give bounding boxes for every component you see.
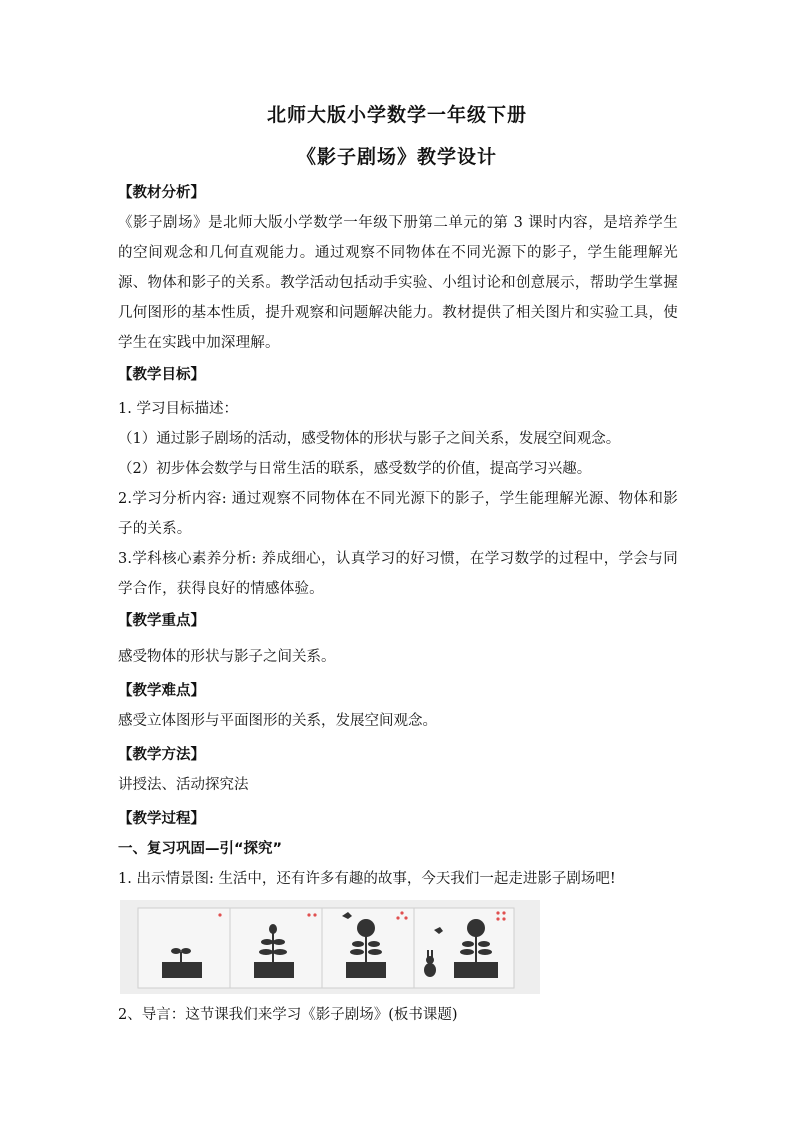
process-step-2: 2、导言：这节课我们来学习《影子剧场》(板书课题)	[118, 1007, 458, 1023]
methods-text: 讲授法、活动探究法	[118, 777, 249, 793]
section-header-methods: 【教学方法】	[118, 747, 205, 763]
document-subtitle: 《影子剧场》教学设计	[296, 146, 497, 168]
document-body	[118, 178, 678, 1030]
shadow-theater-scene-image	[120, 900, 540, 994]
difficulties-text: 感受立体图形与平面图形的关系，发展空间观念。	[118, 713, 437, 729]
document-title: 北师大版小学数学一年级下册	[266, 104, 527, 126]
section-header-difficulties: 【教学难点】	[118, 683, 205, 699]
analysis-paragraph: 《影子剧场》是北师大版小学数学一年级下册第二单元的第 3 课时内容，是培养学生的空间观念和几何直观能力。通过观察不同物体在不同光源下的影子，学生能理解光源、物体和影子的关系。教学活动包括动手实验、小组讨论和创意展示，帮助学生掌握几何图形的基本性质，提升观察和问题解决能力。教材提供了相关图片和实验工具，使学生在实践中加深理解。	[118, 215, 678, 351]
dice-dots-1	[218, 913, 221, 916]
section-header-analysis: 【教材分析】	[118, 185, 205, 201]
goal-1: 1. 学习目标描述：	[118, 401, 238, 417]
section-header-process: 【教学过程】	[118, 811, 205, 827]
process-subheading-1: 一、复习巩固—引“探究”	[118, 841, 283, 857]
goal-2: 2.学习分析内容: 通过观察不同物体在不同光源下的影子，学生能理解光源、物体和影子的关系。	[118, 491, 678, 537]
section-header-key-points: 【教学重点】	[118, 613, 205, 629]
process-step-1: 1. 出示情景图: 生活中，还有许多有趣的故事，今天我们一起走进影子剧场吧!	[118, 871, 616, 887]
goal-1-2: （2）初步体会数学与日常生活的联系，感受数学的价值，提高学习兴趣。	[118, 461, 592, 477]
goal-3: 3.学科核心素养分析: 养成细心，认真学习的好习惯，在学习数学的过程中，学会与同学合作，获得良好的情感体验。	[118, 551, 678, 597]
key-points-text: 感受物体的形状与影子之间关系。	[118, 649, 336, 665]
goal-1-1: （1）通过影子剧场的活动，感受物体的形状与影子之间关系，发展空间观念。	[118, 431, 621, 447]
section-header-goals: 【教学目标】	[118, 367, 205, 383]
shadow-theater-illustration	[120, 900, 540, 994]
